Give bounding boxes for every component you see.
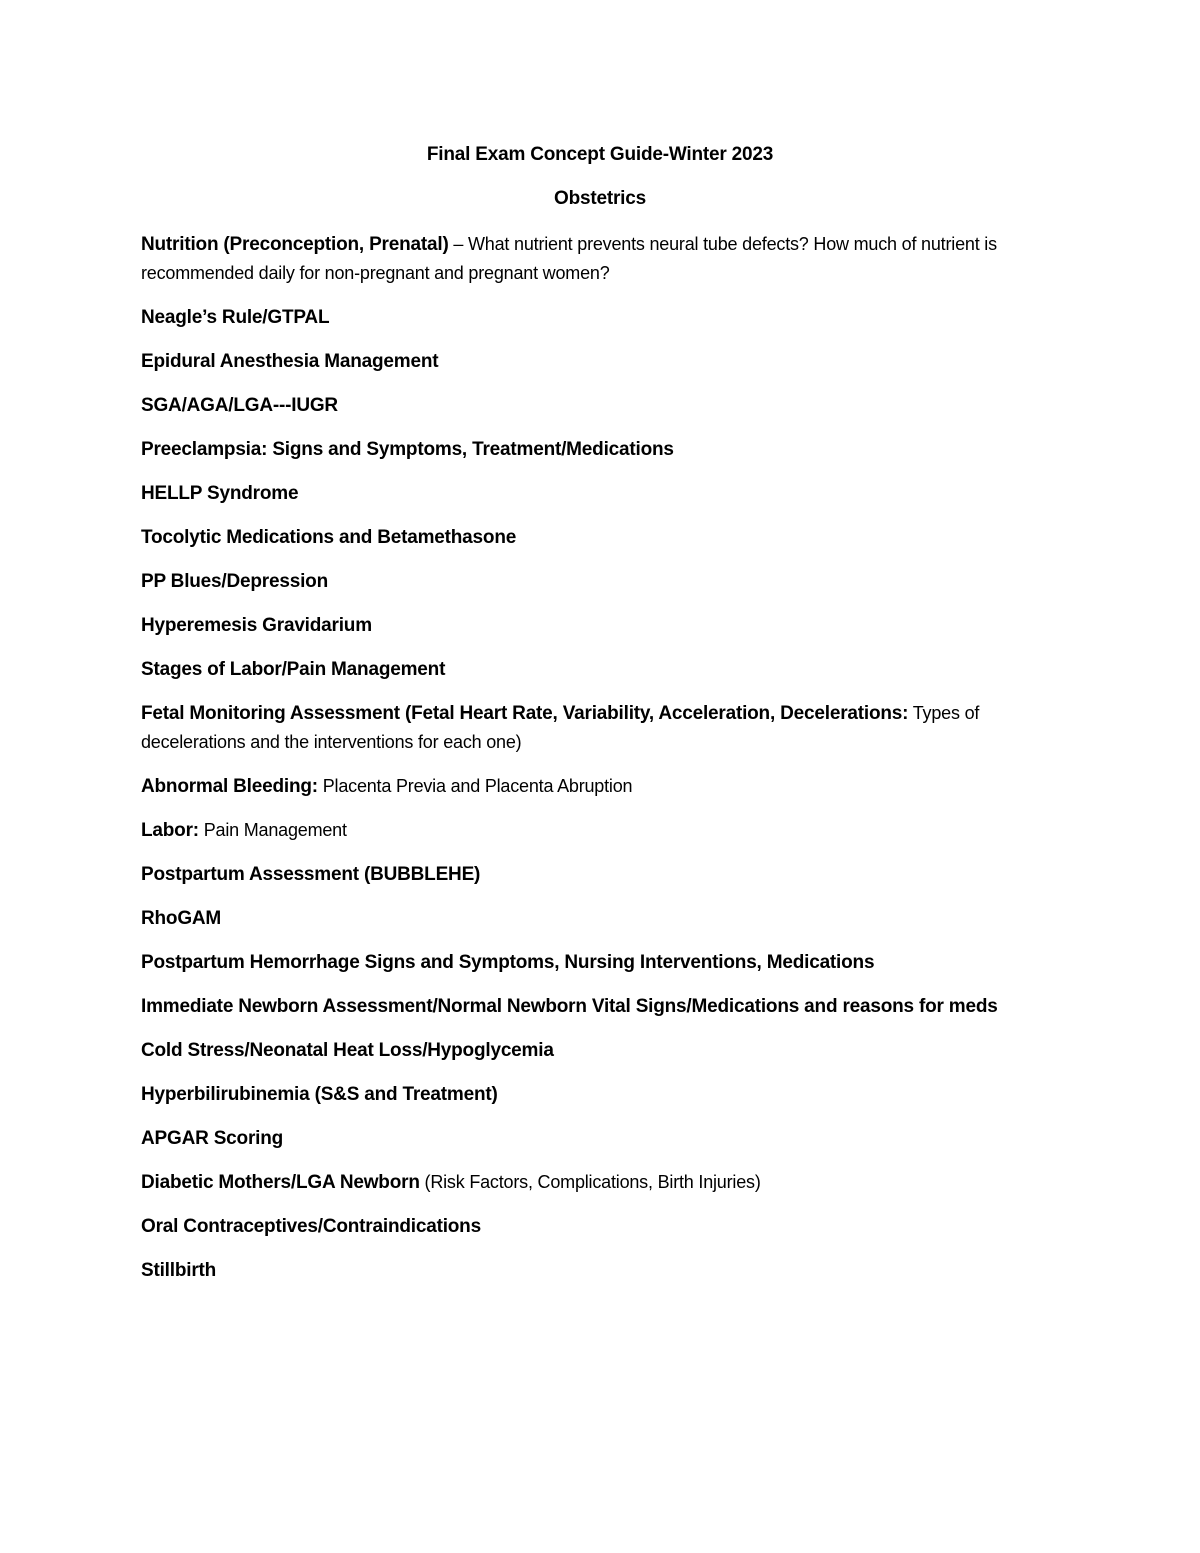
concept-item [141,435,1021,464]
concept-item-heading: Postpartum Hemorrhage Signs and Symptoms, Nursing Interventions, Medications [141,952,875,973]
concept-list [141,230,1021,1300]
concept-item-heading: SGA/AGA/LGA---IUGR [141,395,338,416]
concept-item [141,816,1021,845]
concept-item [141,1168,1021,1197]
concept-item-heading: Stillbirth [141,1260,217,1281]
concept-item-heading: Fetal Monitoring Assessment (Fetal Heart Rate, Variability, Acceleration, Decelerations: [141,703,909,724]
concept-item-heading: PP Blues/Depression [141,571,328,592]
concept-item-heading: Neagle’s Rule/GTPAL [141,307,330,328]
concept-item [141,1124,1021,1153]
concept-item [141,655,1021,684]
concept-item [141,904,1021,933]
concept-item [141,1256,1021,1285]
concept-item [141,567,1021,596]
concept-item [141,347,1021,376]
concept-item [141,860,1021,889]
concept-item [141,1212,1021,1241]
concept-item-detail: (Risk Factors, Complications, Birth Injuries) [419,1172,761,1192]
concept-item-heading: Stages of Labor/Pain Management [141,659,446,680]
concept-item-heading: Oral Contraceptives/Contraindications [141,1216,481,1237]
concept-item-detail: Types of decelerations and the interventions for each one) [141,703,980,752]
concept-item-heading: Nutrition (Preconception, Prenatal) [141,234,449,255]
concept-item [141,479,1021,508]
concept-item [141,611,1021,640]
concept-item-detail: Placenta Previa and Placenta Abruption [317,776,633,796]
concept-item-heading: Epidural Anesthesia Management [141,351,439,372]
concept-item-heading: Preeclampsia: Signs and Symptoms, Treatment/Medications [141,439,674,460]
concept-item [141,303,1021,332]
concept-item [141,523,1021,552]
concept-item-heading: APGAR Scoring [141,1128,284,1149]
concept-item-heading: Postpartum Assessment (BUBBLEHE) [141,864,481,885]
concept-item-heading: Cold Stress/Neonatal Heat Loss/Hypoglycemia [141,1040,554,1061]
concept-item-heading: Hyperbilirubinemia (S&S and Treatment) [141,1084,498,1105]
concept-item-heading: Hyperemesis Gravidarium [141,615,372,636]
section-heading: Obstetrics [554,188,646,209]
concept-item-heading: Labor: [141,820,199,841]
concept-item [141,699,1021,757]
concept-item [141,1036,1021,1065]
concept-item-heading: HELLP Syndrome [141,483,299,504]
concept-item-detail: Pain Management [198,820,347,840]
concept-item-heading: Abnormal Bleeding: [141,776,318,797]
concept-item [141,992,1021,1021]
concept-item-heading: Immediate Newborn Assessment/Normal Newborn Vital Signs/Medications and reasons for meds [141,996,998,1017]
concept-item [141,1080,1021,1109]
concept-item [141,391,1021,420]
concept-item-heading: RhoGAM [141,908,222,929]
concept-item [141,948,1021,977]
concept-item [141,772,1021,801]
concept-item-detail: – What nutrient prevents neural tube defects? How much of nutrient is recommended daily for non-pregnant and pregnant women? [141,234,997,283]
document-title: Final Exam Concept Guide-Winter 2023 [426,144,774,165]
concept-item-heading: Diabetic Mothers/LGA Newborn [141,1172,420,1193]
concept-item [141,230,1021,288]
concept-item-heading: Tocolytic Medications and Betamethasone [141,527,517,548]
